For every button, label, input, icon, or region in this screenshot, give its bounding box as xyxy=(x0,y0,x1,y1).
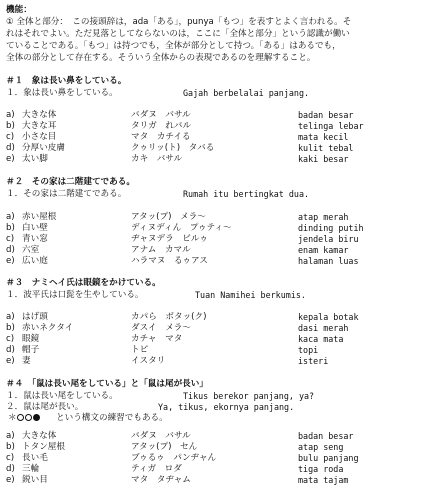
item-kana: ブゥるゥ パンヂャん xyxy=(131,453,217,463)
item-jp: 大きな体 xyxy=(22,431,57,441)
item-id: kaca mata xyxy=(298,334,344,344)
item-jp: 妻 xyxy=(22,356,31,366)
item-letter: a) xyxy=(6,431,15,441)
item-id: bulu panjang xyxy=(298,453,359,463)
item-letter: c) xyxy=(6,334,15,344)
item-id: mata kecil xyxy=(298,132,349,142)
item-letter: b) xyxy=(6,323,15,333)
open-circle-icon xyxy=(25,414,32,421)
item-jp: 分厚い皮膚 xyxy=(22,143,65,153)
item-kana: イスタリ xyxy=(131,356,166,366)
example-jp: １．波平氏は口髭を生やしている。 xyxy=(6,290,144,300)
item-jp: 帽子 xyxy=(22,345,40,355)
item-id: kaki besar xyxy=(298,154,349,164)
section-title: ＃１ 象は長い鼻をしている。 xyxy=(6,76,127,86)
item-kana: ダスイ メラ～ xyxy=(131,323,191,333)
item-kana: タリガ れバル xyxy=(131,121,192,131)
item-kana: ヂャヌデラ ビルゥ xyxy=(131,234,208,244)
item-jp: 六室 xyxy=(22,245,40,255)
item-jp: 赤い屋根 xyxy=(22,212,57,222)
item-letter: a) xyxy=(6,212,15,222)
item-jp: 白い壁 xyxy=(22,223,48,233)
item-id: atap seng xyxy=(298,442,344,452)
intro-text: ていることである。「もつ」は持つでも，全体が部分として持つ。「ある」はあるでも， xyxy=(6,41,341,51)
section-title: ＃４ 「鼠は長い尾をしている」と「鼠は尾が長い」 xyxy=(6,379,208,389)
item-id: kulit tebal xyxy=(298,143,354,153)
item-kana: アナム カマル xyxy=(131,245,191,255)
example-jp: １．その家は二階建てである。 xyxy=(6,189,127,199)
item-letter: d) xyxy=(6,245,15,255)
item-id: kepala botak xyxy=(298,312,359,322)
item-jp: 赤いネクタイ xyxy=(22,323,74,333)
item-jp: トタン屋根 xyxy=(22,442,65,452)
item-kana: ディヌディん プゥティ～ xyxy=(131,223,232,233)
section-title: ＃２ その家は二階建てである。 xyxy=(6,177,135,187)
item-letter: d) xyxy=(6,345,15,355)
item-letter: b) xyxy=(6,121,15,131)
item-id: topi xyxy=(298,345,319,355)
item-jp: 大きな耳 xyxy=(22,121,57,131)
item-letter: c) xyxy=(6,453,15,463)
item-kana: カキ バサル xyxy=(131,154,183,164)
item-jp: 青い窓 xyxy=(22,234,48,244)
item-letter: a) xyxy=(6,312,15,322)
item-kana: カパら ボタッ(ク) xyxy=(131,312,207,322)
item-jp: 長い毛 xyxy=(22,453,48,463)
item-id: badan besar xyxy=(298,110,354,120)
item-id: enam kamar xyxy=(298,245,349,255)
item-kana: ハラマヌ るゥアス xyxy=(131,256,208,266)
item-id: dinding putih xyxy=(298,223,364,233)
item-id: badan besar xyxy=(298,431,354,441)
item-letter: c) xyxy=(6,234,15,244)
item-kana: バダヌ バサル xyxy=(131,431,191,441)
item-id: halaman luas xyxy=(298,256,359,266)
pattern-symbols: ＊ xyxy=(8,414,41,423)
item-id: jendela biru xyxy=(298,234,359,244)
item-jp: 小さな目 xyxy=(22,132,57,142)
item-id: tiga roda xyxy=(298,464,344,474)
open-circle-icon xyxy=(17,414,24,421)
item-jp: 広い庭 xyxy=(22,256,48,266)
item-jp: 眼鏡 xyxy=(22,334,40,344)
item-kana: クゥリッ(ト) タバる xyxy=(131,143,215,153)
item-letter: c) xyxy=(6,132,15,142)
pattern-note-text: という構文の練習でもある。 xyxy=(56,413,168,423)
item-kana: カチャ マタ xyxy=(131,334,183,344)
example-id: Gajah berbelalai panjang. xyxy=(183,88,310,98)
item-jp: 太い脚 xyxy=(22,154,48,164)
item-jp: 大きな体 xyxy=(22,110,57,120)
item-id: mata tajam xyxy=(298,475,349,485)
example-jp: １．鼠は長い尾をしている。 xyxy=(6,391,118,401)
item-kana: マタ カチイる xyxy=(131,132,191,142)
item-letter: d) xyxy=(6,464,15,474)
example-jp: ２．鼠は尾が長い。 xyxy=(6,402,84,412)
item-id: isteri xyxy=(298,356,329,366)
example-id: Tikus berekor panjang, ya? xyxy=(183,391,315,401)
item-kana: アタッ(プ) セん xyxy=(131,442,198,452)
section-title: ＃３ ナミヘイ氏は眼鏡をかけている。 xyxy=(6,278,161,288)
item-letter: e) xyxy=(6,356,15,366)
example-id: Rumah itu bertingkat dua. xyxy=(183,189,310,199)
filled-circle-icon xyxy=(33,414,40,421)
item-id: dasi merah xyxy=(298,323,349,333)
item-kana: マタ タヂャム xyxy=(131,475,191,485)
item-letter: e) xyxy=(6,256,15,266)
item-jp: 鋭い目 xyxy=(22,475,48,485)
example-id: Ya, tikus, ekornya panjang. xyxy=(158,402,295,412)
item-letter: a) xyxy=(6,110,15,120)
item-letter: e) xyxy=(6,154,15,164)
item-jp: 三輪 xyxy=(22,464,40,474)
intro-text: 全体の部分として存在する。そういう全体からの表現であるのを理解すること。 xyxy=(6,53,316,63)
item-id: atap merah xyxy=(298,212,349,222)
item-letter: b) xyxy=(6,223,15,233)
item-jp: はげ頭 xyxy=(22,312,48,322)
item-id: telinga lebar xyxy=(298,121,364,131)
heading-text: 機能： xyxy=(6,5,32,15)
item-kana: トピ xyxy=(131,345,149,355)
item-letter: e) xyxy=(6,475,15,485)
intro-text: ① 全体と部分： この接頭辞は，ada「ある」，punya「もつ」を表すとよく言われる。そ xyxy=(6,17,352,27)
example-jp: １．象は長い鼻をしている。 xyxy=(6,88,118,98)
intro-text: れはそれでよい。ただ見落としてならないのは，ここに「全体と部分」という認識が働い xyxy=(6,29,350,39)
item-letter: b) xyxy=(6,442,15,452)
item-letter: d) xyxy=(6,143,15,153)
item-kana: バダヌ バサル xyxy=(131,110,191,120)
example-id: Tuan Namihei berkumis. xyxy=(195,290,306,300)
item-kana: ティガ ロダ xyxy=(131,464,182,474)
item-kana: アタッ(プ) メラ～ xyxy=(131,212,206,222)
